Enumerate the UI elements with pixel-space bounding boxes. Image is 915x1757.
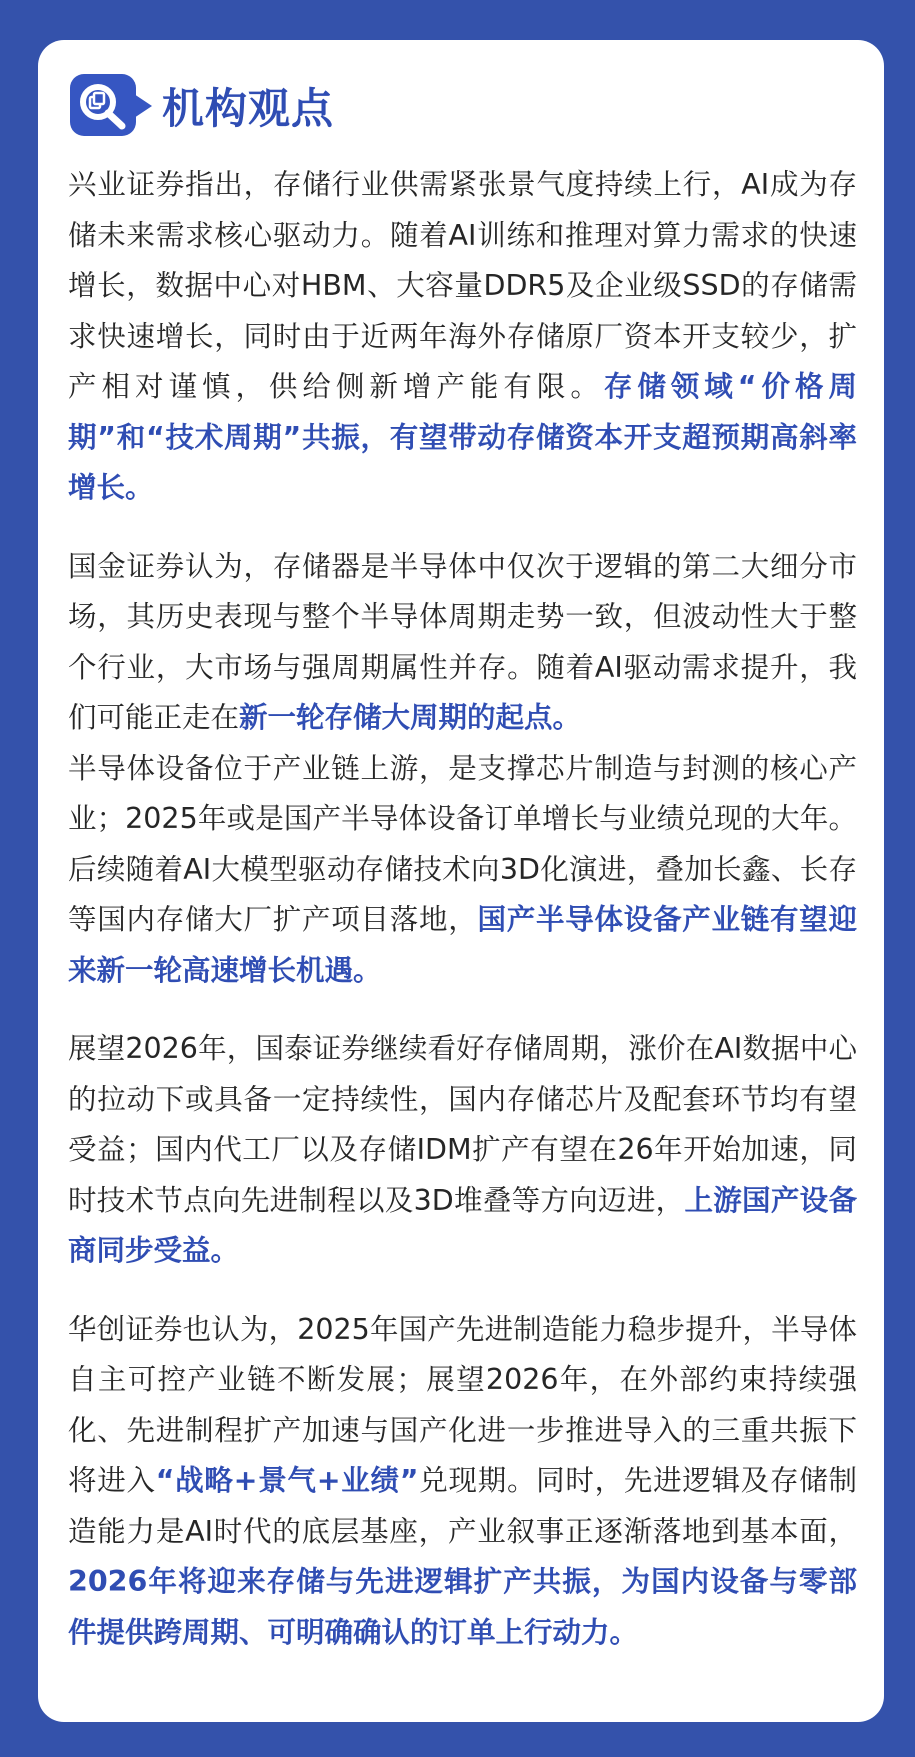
highlighted-text: “战略+景气+业绩” [155,1464,419,1497]
section-title: 机构观点 [162,84,335,133]
highlighted-text: 国产半导体设备产业链有望迎来新一轮高速增长机遇。 [68,903,857,987]
section-header [68,70,857,142]
paragraph-text: 展望2026年，国泰证券继续看好存储周期，涨价在AI数据中心的拉动下或具备一定持续性，国内存储芯片及配套环节均有望受益；国内代工厂以及存储IDM扩产有望在26年开始加速，同时技术节点向先进制程以及3D堆叠等方向迈进， [68,1032,857,1217]
paragraph-industrial-securities [68,160,857,514]
paragraph-text: 兑现期。同时，先进逻辑及存储制造能力是AI时代的底层基座，产业叙事正逐渐落地到基本面， [68,1464,857,1548]
paragraph-text: 国金证券认为，存储器是半导体中仅次于逻辑的第二大细分市场，其历史表现与整个半导体周期走势一致，但波动性大于整个行业，大市场与强周期属性并存。随着AI驱动需求提升，我们可能正走在 [68,549,857,734]
paragraph-text: 华创证券也认为，2025年国产先进制造能力稳步提升，半导体自主可控产业链不断发展；展望2026年，在外部约束持续强化、先进制程扩产加速与国产化进一步推进导入的三重共振下将进入 [68,1312,857,1497]
paragraph-text: 兴业证券指出，存储行业供需紧张景气度持续上行，AI成为存储未来需求核心驱动力。随着AI训练和推理对算力需求的快速增长，数据中心对HBM、大容量DDR5及企业级SSD的存储需求快速增长，同时由于近两年海外存储原厂资本开支较少，扩产相对谨慎，供给侧新增产能有限。 [68,168,857,403]
highlighted-text: 新一轮存储大周期的起点。 [239,701,582,734]
highlighted-text: 上游国产设备商同步受益。 [68,1183,857,1267]
paragraph-text: 半导体设备位于产业链上游，是支撑芯片制造与封测的核心产业；2025年或是国产半导体设备订单增长与业绩兑现的大年。后续随着AI大模型驱动存储技术向3D化演进，叠加长鑫、长存等国内存储大厂扩产项目落地， [68,751,857,936]
paragraph-guotai-securities [68,1024,857,1277]
highlighted-text: 2026年将迎来存储与先进逻辑扩产共振，为国内设备与零部件提供跨周期、可明确确认的订单上行动力。 [68,1565,857,1649]
search-document-icon [68,70,156,142]
paragraph-sinolink-securities [68,542,857,997]
paragraph-huachuang-securities [68,1305,857,1659]
highlighted-text: 存储领域“价格周期”和“技术周期”共振，有望带动存储资本开支超预期高斜率增长。 [68,370,857,504]
opinion-card [38,40,884,1722]
